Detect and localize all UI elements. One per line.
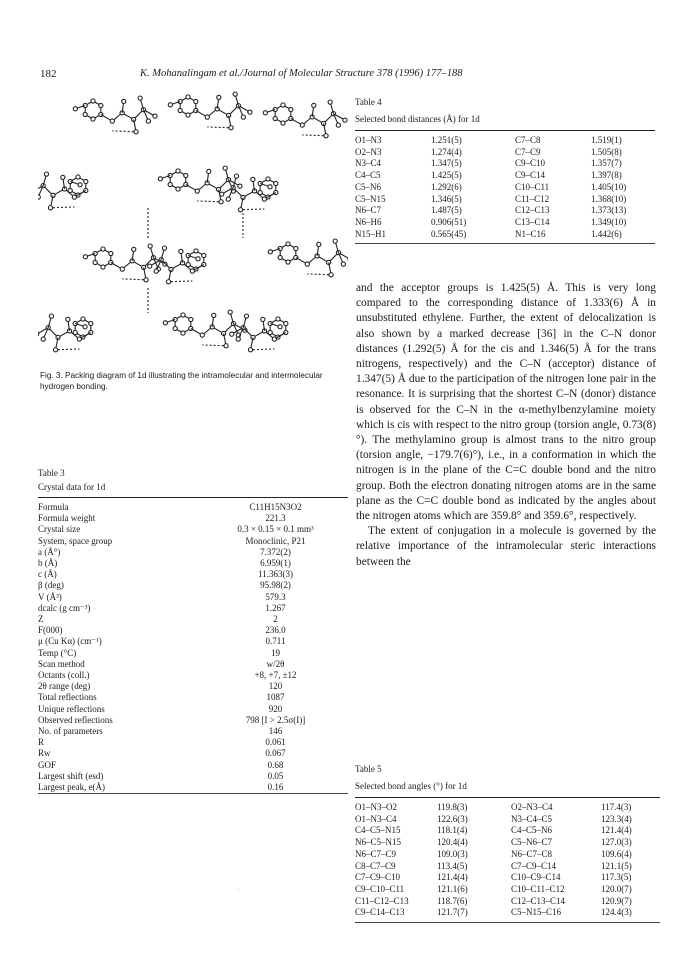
table-rule xyxy=(355,243,655,244)
table-row xyxy=(355,158,651,170)
table-row xyxy=(355,217,651,229)
table-cell: Largest peak, e(Å) xyxy=(38,782,106,793)
table-cell: C12–C13 xyxy=(515,205,550,216)
table-cell: c (Å) xyxy=(38,569,57,580)
table-cell: N6–C7–C8 xyxy=(511,848,553,859)
table-cell: 0.05 xyxy=(267,770,284,781)
table-5-title: Selected bond angles (°) for 1d xyxy=(355,781,467,791)
table-cell: 118.1(4) xyxy=(437,825,468,836)
table-cell: 1.442(6) xyxy=(591,228,622,239)
table-row xyxy=(38,681,338,692)
table-cell: C5–N6–C7 xyxy=(511,837,553,848)
table-cell: 1.357(7) xyxy=(591,158,622,169)
table-row xyxy=(355,907,651,919)
table-cell: Temp (°C) xyxy=(38,647,77,658)
table-4-title: Selected bond distances (Å) for 1d xyxy=(355,114,480,124)
table-row xyxy=(38,704,338,715)
table-cell: 1.368(10) xyxy=(591,193,627,204)
table-cell: C5–N6 xyxy=(355,181,382,192)
table-row xyxy=(38,659,338,670)
table-cell: a (Å°) xyxy=(38,546,61,557)
body-text xyxy=(356,281,656,570)
table-cell: dcalc (g cm⁻³) xyxy=(38,602,91,613)
table-cell: Z xyxy=(38,614,44,625)
table-cell: Unique reflections xyxy=(38,703,105,714)
crystal-data-table xyxy=(38,502,338,793)
table-cell: 118.7(6) xyxy=(437,895,468,906)
table-cell: System, space group xyxy=(38,535,113,546)
table-cell: N6–H6 xyxy=(355,216,382,227)
table-cell: 120.9(7) xyxy=(601,895,632,906)
table-3-title: Crystal data for 1d xyxy=(38,482,106,492)
table-cell: V (Å³) xyxy=(38,591,62,602)
table-cell: C5–N15–C16 xyxy=(511,907,562,918)
table-cell: 236.0 xyxy=(265,625,286,636)
table-cell: 121.7(7) xyxy=(437,907,468,918)
table-cell: 1.505(8) xyxy=(591,146,622,157)
table-cell: 117.3(5) xyxy=(601,872,632,883)
table-rule xyxy=(355,922,660,923)
table-row xyxy=(38,513,338,524)
stray-mark: · xyxy=(238,887,240,893)
table-rule xyxy=(355,797,660,798)
table-row xyxy=(355,194,651,206)
table-row xyxy=(355,849,651,861)
table-4-caption: Table 4 xyxy=(355,97,382,107)
table-cell: 2 xyxy=(273,614,278,625)
table-cell: 0.711 xyxy=(265,636,286,647)
table-row xyxy=(355,814,651,826)
table-rule xyxy=(38,793,348,794)
table-cell: O1–N3–C4 xyxy=(355,813,397,824)
table-cell: +8, +7, ±12 xyxy=(254,670,297,681)
table-row xyxy=(38,760,338,771)
table-cell: C11–C12–C13 xyxy=(355,895,409,906)
table-cell: Octants (coll.) xyxy=(38,670,90,681)
table-cell: C10–C11 xyxy=(515,181,550,192)
bond-distance-table xyxy=(355,135,651,240)
table-row xyxy=(38,569,338,580)
table-cell: 1.267 xyxy=(265,602,286,613)
table-cell: Total reflections xyxy=(38,692,97,703)
table-cell: O2–N3–C4 xyxy=(511,802,553,812)
table-row xyxy=(355,884,651,896)
table-row xyxy=(38,737,338,748)
table-cell: N1–C16 xyxy=(515,228,546,239)
table-cell: 0.3 × 0.15 × 0.1 mm³ xyxy=(237,524,314,535)
table-row xyxy=(355,872,651,884)
table-cell: C7–C8 xyxy=(515,135,541,145)
table-cell: w/2θ xyxy=(266,658,285,669)
table-cell: GOF xyxy=(38,759,57,770)
table-row xyxy=(355,147,651,159)
table-cell: 221.3 xyxy=(265,513,286,524)
table-row xyxy=(38,636,338,647)
table-row xyxy=(38,692,338,703)
table-cell: 121.4(4) xyxy=(437,872,468,883)
table-row xyxy=(355,135,651,147)
table-row xyxy=(38,726,338,737)
table-cell: 6.959(1) xyxy=(260,558,291,569)
table-cell: Formula xyxy=(38,502,69,512)
table-cell: 0.061 xyxy=(265,737,286,748)
table-cell: C10–C11–C12 xyxy=(511,883,565,894)
table-rule xyxy=(355,130,655,131)
table-cell: 0.68 xyxy=(267,759,284,770)
table-cell: Formula weight xyxy=(38,513,96,524)
table-cell: 0.067 xyxy=(265,748,286,759)
table-cell: N6–C7–C9 xyxy=(355,848,397,859)
table-cell: C9–C10 xyxy=(515,158,546,169)
table-cell: 1.347(5) xyxy=(431,158,462,169)
table-cell: 109.0(3) xyxy=(437,848,468,859)
table-cell: 7.372(2) xyxy=(260,546,291,557)
table-row xyxy=(355,802,651,814)
table-cell: 19 xyxy=(271,647,280,658)
table-cell: 0.565(45) xyxy=(431,228,467,239)
table-row xyxy=(355,896,651,908)
table-cell: b (Å) xyxy=(38,558,58,569)
table-3-caption: Table 3 xyxy=(38,468,65,478)
table-cell: 95.98(2) xyxy=(260,580,291,591)
table-cell: 1.519(1) xyxy=(591,135,622,145)
table-cell: Crystal size xyxy=(38,524,81,535)
table-cell: 120.4(4) xyxy=(437,837,468,848)
table-row xyxy=(38,502,338,513)
table-cell: 11.363(3) xyxy=(258,569,293,580)
table-cell: F(000) xyxy=(38,625,63,636)
table-cell: 1.425(5) xyxy=(431,170,462,181)
table-row xyxy=(38,748,338,759)
table-row xyxy=(38,547,338,558)
table-row xyxy=(355,182,651,194)
table-cell: Rw xyxy=(38,748,51,759)
table-row xyxy=(38,558,338,569)
table-3 xyxy=(38,467,348,794)
table-cell: 121.1(6) xyxy=(437,883,468,894)
table-cell: 119.8(3) xyxy=(437,802,468,812)
table-cell: Largest shift (esd) xyxy=(38,770,104,781)
table-cell: 920 xyxy=(268,703,283,714)
table-cell: μ (Cu Kα) (cm⁻¹) xyxy=(38,636,102,647)
table-cell: C12–C13–C14 xyxy=(511,895,566,906)
table-cell: 1.405(10) xyxy=(591,181,627,192)
table-cell: 123.3(4) xyxy=(601,813,632,824)
table-cell: 120.0(7) xyxy=(601,883,632,894)
packing-diagram-figure xyxy=(38,88,348,368)
table-4 xyxy=(355,96,655,244)
table-5-caption: Table 5 xyxy=(355,764,382,774)
table-row xyxy=(38,592,338,603)
table-cell: 579.3 xyxy=(265,591,286,602)
table-cell: C7–C9 xyxy=(515,146,541,157)
table-cell: 1087 xyxy=(266,692,285,703)
table-cell: 146 xyxy=(268,726,283,737)
table-cell: 109.6(4) xyxy=(601,848,632,859)
table-rule xyxy=(38,497,348,498)
table-cell: C7–C9–C14 xyxy=(511,860,557,871)
table-cell: C13–C14 xyxy=(515,216,550,227)
page-number: 182 xyxy=(40,68,57,80)
table-cell: 117.4(3) xyxy=(601,802,632,812)
table-cell: 0.16 xyxy=(267,782,284,793)
table-cell: 113.4(5) xyxy=(437,860,468,871)
table-cell: 1.251(5) xyxy=(431,135,462,145)
table-cell: C8–C7–C9 xyxy=(355,860,396,871)
table-row xyxy=(38,524,338,535)
bond-angle-table xyxy=(355,802,651,919)
table-row xyxy=(38,603,338,614)
table-cell: Scan method xyxy=(38,658,85,669)
table-row xyxy=(38,771,338,782)
table-cell: C4–C5 xyxy=(355,170,381,181)
table-cell: 122.6(3) xyxy=(437,813,468,824)
table-row xyxy=(38,625,338,636)
table-row xyxy=(38,536,338,547)
table-cell: 0.906(51) xyxy=(431,216,467,227)
paragraph: and the acceptor groups is 1.425(5) Å. This is very long compared to the corresponding distance of 1.333(6) Å in unsubstituted ethylene. Further, the extent of delocalization is also shown by a marked decrease [36] in the C–N donor distances (1.292(5) Å for the cis and 1.346(5) Å for the trans nitrogens, respectively) and the C–N (acceptor) distance of 1.347(5) Å due to the participation of the nitrogen lone pair in the resonance. It is surprising that the shortest C–N (donor) distance is observed for the C–N in the α-methylbenzylamine moiety which is cis with respect to the nitro group (torsion angle, 0.73(8)°). The methylamino group is almost trans to the nitro group (torsion angle, −179.7(6)°), i.e., in a conformation in which the nitrogen is in the plane of the C=C double bond and the nitro group. Both the electron donating nitrogen atoms are in the same plane as the C=C double bond as indicated by the angles about the nitrogen atoms which are 359.8° and 359.6°, respectively. xyxy=(356,282,656,523)
table-cell: N15–H1 xyxy=(355,228,386,239)
table-cell: C7–C9–C10 xyxy=(355,872,401,883)
table-cell: C9–C10–C11 xyxy=(355,883,405,894)
table-row xyxy=(38,670,338,681)
table-row xyxy=(355,205,651,217)
table-cell: 121.4(4) xyxy=(601,825,632,836)
table-cell: 1.292(6) xyxy=(431,181,462,192)
paragraph: The extent of conjugation in a molecule is governed by the relative importance of the intramolecular steric interactions between the xyxy=(356,525,656,568)
table-cell: C9–C14–C13 xyxy=(355,907,405,918)
table-cell: R xyxy=(38,737,45,748)
table-row xyxy=(355,825,651,837)
table-cell: O1–N3 xyxy=(355,135,382,145)
table-row xyxy=(38,782,338,793)
table-cell: Monoclinic, P21 xyxy=(245,535,306,546)
table-cell: 1.397(8) xyxy=(591,170,622,181)
table-cell: 1.373(13) xyxy=(591,205,627,216)
table-cell: 1.487(5) xyxy=(431,205,462,216)
table-cell: N3–C4 xyxy=(355,158,382,169)
table-cell: 124.4(3) xyxy=(601,907,632,918)
table-cell: C9–C14 xyxy=(515,170,546,181)
table-cell: O1–N3–O2 xyxy=(355,802,397,812)
table-row xyxy=(38,580,338,591)
table-cell: 120 xyxy=(268,681,283,692)
table-cell: C5–N15 xyxy=(355,193,386,204)
table-cell: β (deg) xyxy=(38,580,64,591)
table-row xyxy=(38,715,338,726)
table-cell: N6–C5–N15 xyxy=(355,837,402,848)
running-head: K. Mohanalingam et al./Journal of Molecular Structure 378 (1996) 177–188 xyxy=(140,68,463,79)
table-5 xyxy=(355,763,660,923)
table-cell: 2θ range (deg) xyxy=(38,681,91,692)
table-cell: C4–C5–N15 xyxy=(355,825,401,836)
table-cell: C11H15N3O2 xyxy=(249,502,302,512)
figure-caption: Fig. 3. Packing diagram of 1d illustrating the intramolecular and intermolecular hydrogen bonding. xyxy=(40,371,323,391)
table-row xyxy=(355,170,651,182)
table-row xyxy=(38,614,338,625)
table-row xyxy=(355,229,651,241)
table-cell: 1.349(10) xyxy=(591,216,627,227)
table-cell: N6–C7 xyxy=(355,205,382,216)
table-cell: 121.1(5) xyxy=(601,860,632,871)
table-cell: C11–C12 xyxy=(515,193,550,204)
table-cell: 1.346(5) xyxy=(431,193,462,204)
table-row xyxy=(355,861,651,873)
table-cell: Observed reflections xyxy=(38,714,113,725)
table-cell: N3–C4–C5 xyxy=(511,813,553,824)
table-row xyxy=(38,648,338,659)
table-cell: C4–C5–N6 xyxy=(511,825,553,836)
table-cell: O2–N3 xyxy=(355,146,382,157)
table-cell: 127.0(3) xyxy=(601,837,632,848)
table-cell: 1.274(4) xyxy=(431,146,462,157)
table-cell: 798 [I > 2.5σ(I)] xyxy=(245,714,306,725)
table-cell: No. of parameters xyxy=(38,726,103,737)
table-cell: C10–C9–C14 xyxy=(511,872,561,883)
table-row xyxy=(355,837,651,849)
